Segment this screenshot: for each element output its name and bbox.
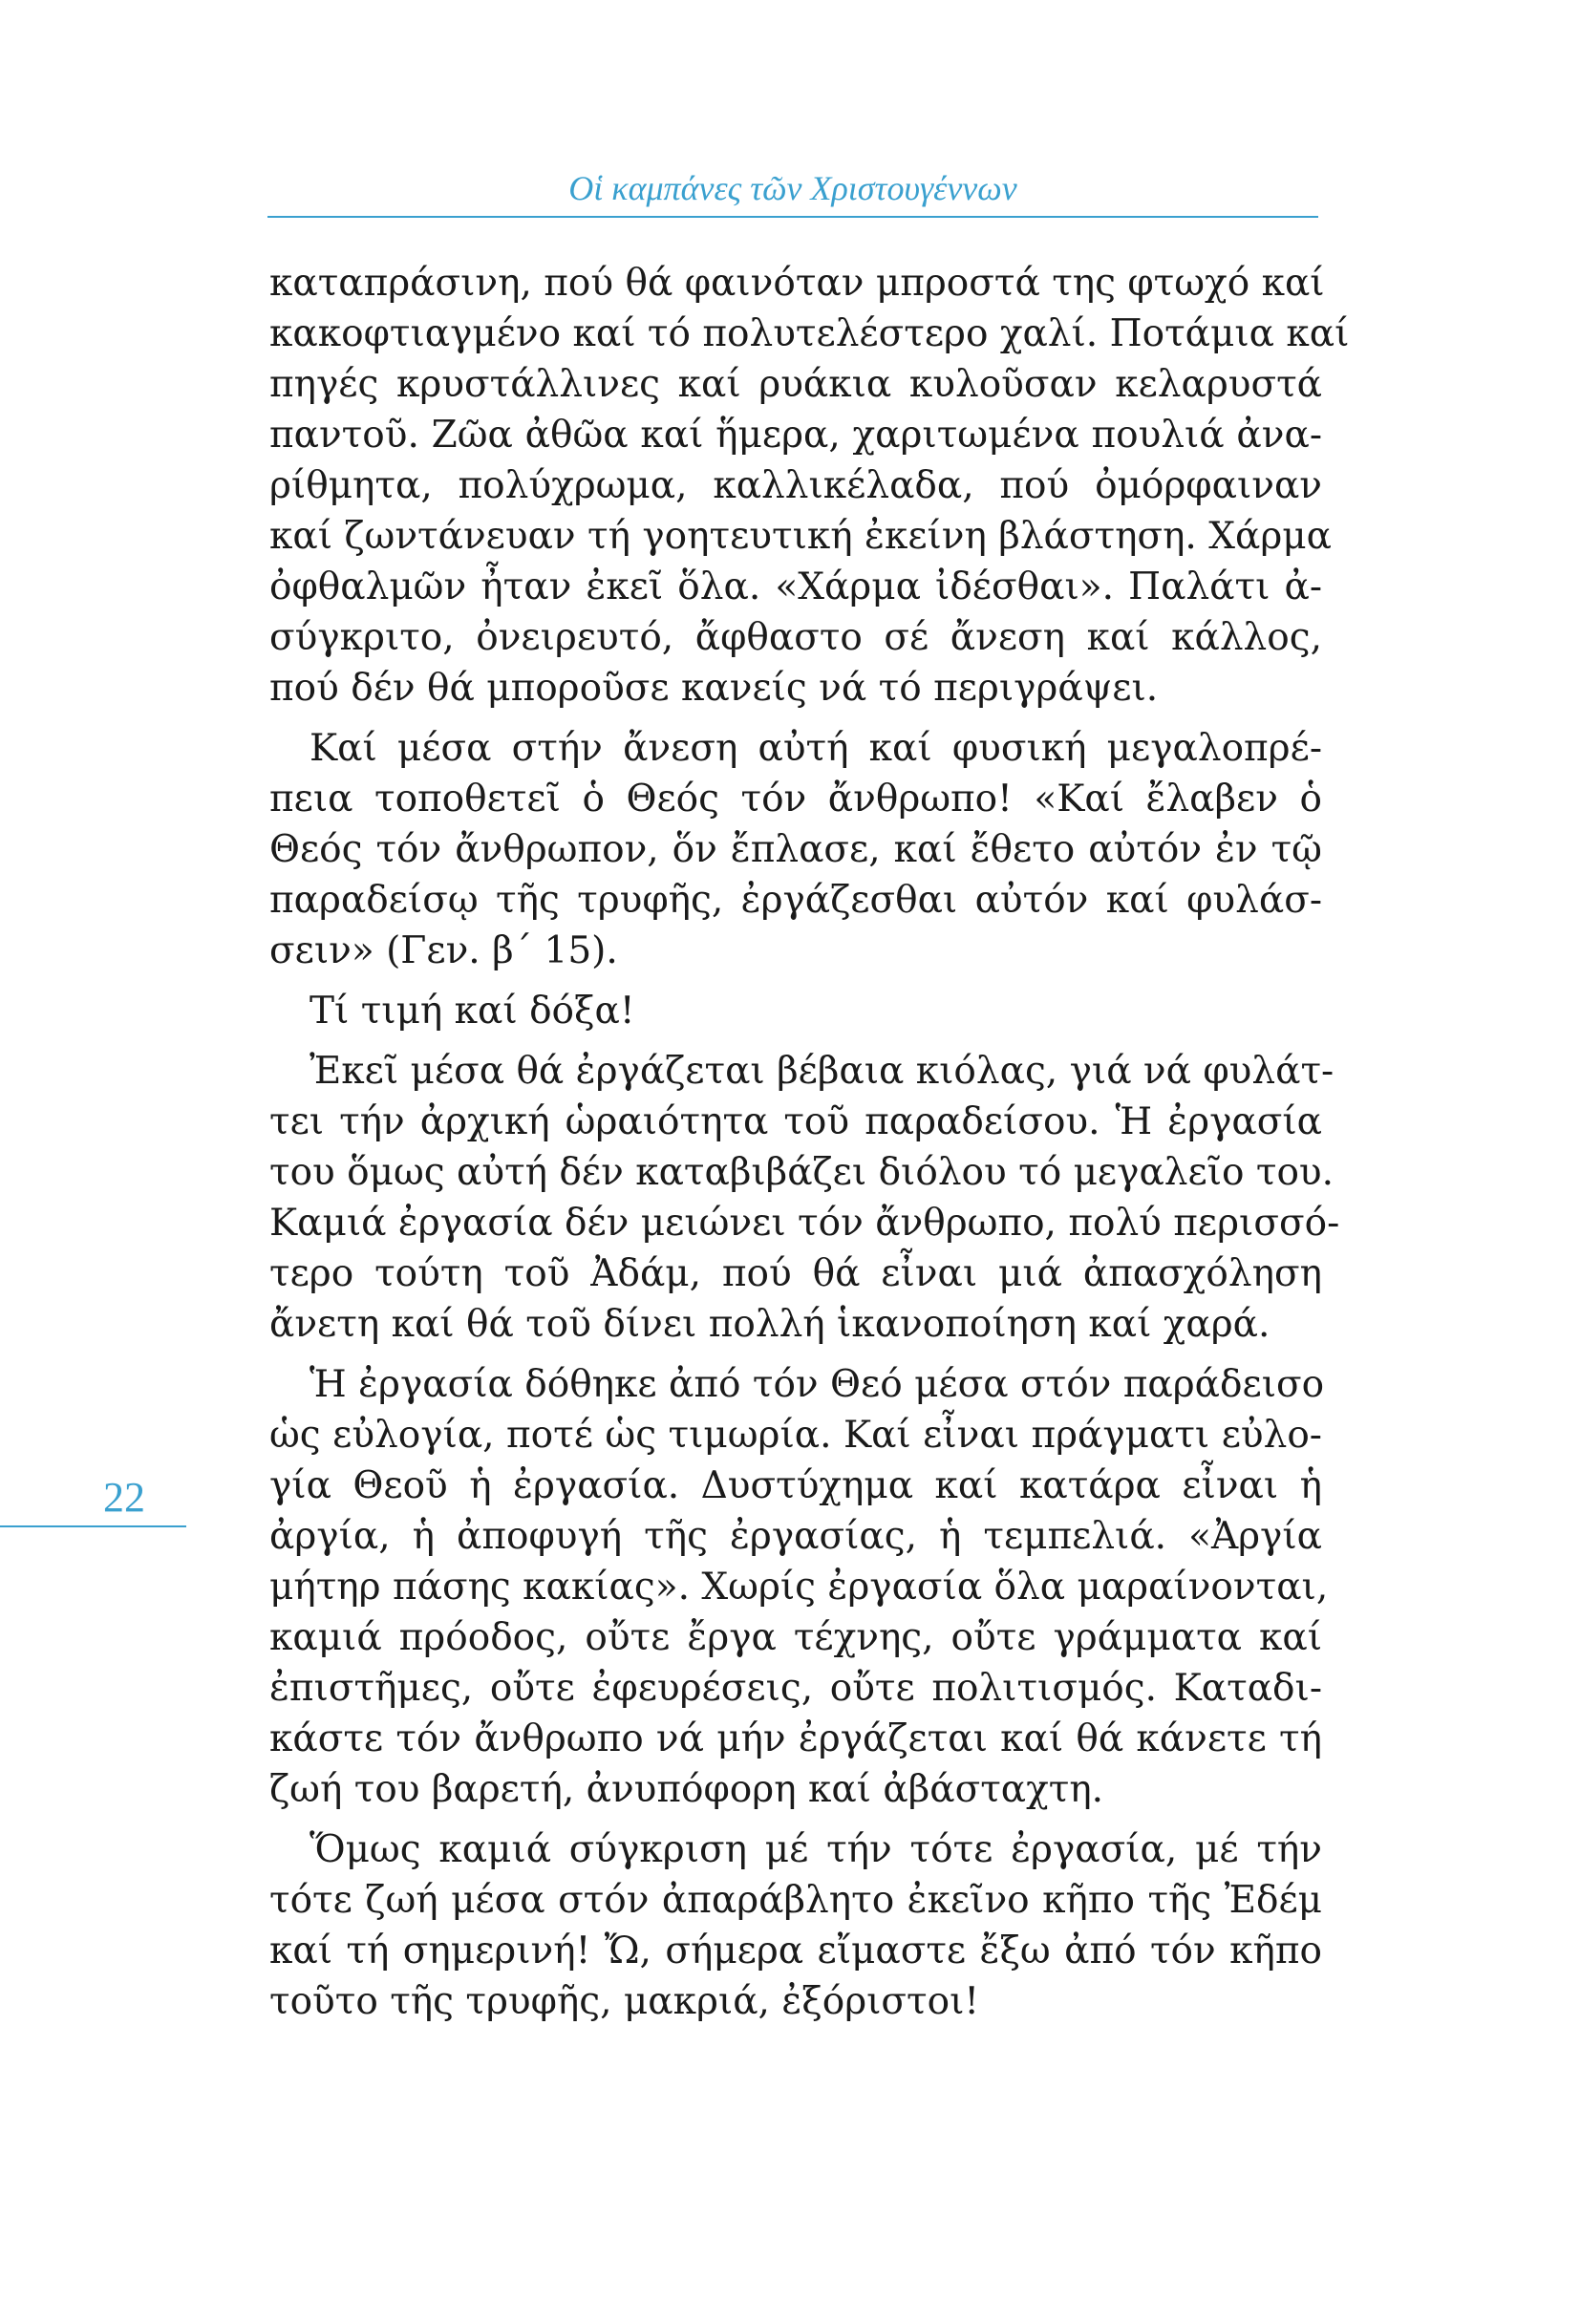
page-number-rule — [0, 1525, 186, 1527]
text-line: Καί μέσα στήν ἄνεση αὐτή καί φυσική μεγαλοπρέ- — [310, 727, 1322, 770]
text-line: παραδείσῳ τῆς τρυφῆς, ἐργάζεσθαι αὐτόν καί φυλάσ- — [269, 879, 1322, 922]
body-text — [269, 258, 1350, 2027]
text-line: πού δέν θά μποροῦσε κανείς νά τό περιγράψει. — [269, 667, 1159, 710]
text-line: Θεός τόν ἄνθρωπον, ὅν ἔπλασε, καί ἔθετο αὐτόν ἐν τῷ — [269, 828, 1322, 871]
text-line: καμιά πρόοδος, οὔτε ἔργα τέχνης, οὔτε γράμματα καί — [269, 1616, 1322, 1659]
text-line: ρίθμητα, πολύχρωμα, καλλικέλαδα, πού ὀμόρφαιναν — [269, 464, 1322, 507]
text-line: παντοῦ. Ζῶα ἀθῶα καί ἥμερα, χαριτωμένα πουλιά ἀνα- — [269, 414, 1322, 457]
text-line: τοῦτο τῆς τρυφῆς, μακριά, ἐξόριστοι! — [269, 1980, 980, 2023]
text-line: πεια τοποθετεῖ ὁ Θεός τόν ἄνθρωπο! «Καί ἔλαβεν ὁ — [269, 778, 1322, 821]
paragraph-gap — [269, 976, 1322, 986]
paragraph — [269, 1046, 1340, 1350]
text-line: γία Θεοῦ ἡ ἐργασία. Δυστύχημα καί κατάρα εἶναι ἡ — [269, 1464, 1322, 1507]
text-line: κάστε τόν ἄνθρωπο νά μήν ἐργάζεται καί θά κάνετε τή — [269, 1717, 1322, 1760]
text-line: ἀργία, ἡ ἀποφυγή τῆς ἐργασίας, ἡ τεμπελιά. «Ἀργία — [269, 1515, 1322, 1558]
text-line: Ὅμως καμιά σύγκριση μέ τήν τότε ἐργασία, μέ τήν — [310, 1828, 1322, 1871]
text-line: του ὅμως αὐτή δέν καταβιβάζει διόλου τό μεγαλεῖο του. — [269, 1151, 1334, 1194]
running-head: Οἱ καμπάνες τῶν Χριστουγέννων — [568, 169, 1017, 207]
text-line: κακοφτιαγμένο καί τό πολυτελέστερο χαλί. Ποτάμια καί — [269, 312, 1350, 355]
text-line: σειν» (Γεν. β΄ 15). — [269, 929, 618, 972]
paragraph — [269, 723, 1322, 976]
text-line: τότε ζωή μέσα στόν ἀπαράβλητο ἐκεῖνο κῆπο τῆς Ἐδέμ — [269, 1879, 1322, 1922]
paragraph — [269, 1359, 1329, 1815]
text-line: καί ζωντάνευαν τή γοητευτική ἐκείνη βλάστηση. Χάρμα — [269, 515, 1332, 558]
paragraph-gap — [269, 1350, 1322, 1359]
text-line: ἄνετη καί θά τοῦ δίνει πολλή ἱκανοποίηση καί χαρά. — [269, 1303, 1270, 1346]
text-line: ὡς εὐλογία, ποτέ ὡς τιμωρία. Καί εἶναι πράγματι εὐλο- — [269, 1414, 1322, 1457]
text-line: ἐπιστῆμες, οὔτε ἐφευρέσεις, οὔτε πολιτισμός. Καταδι- — [269, 1667, 1322, 1710]
text-line: καί τή σημερινή! Ὤ, σήμερα εἴμαστε ἔξω ἀπό τόν κῆπο — [269, 1930, 1322, 1972]
text-line: Τί τιμή καί δόξα! — [310, 990, 635, 1033]
text-line: μήτηρ πάσης κακίας». Χωρίς ἐργασία ὅλα μαραίνονται, — [269, 1566, 1329, 1609]
text-line: Καμιά ἐργασία δέν μειώνει τόν ἄνθρωπο, πολύ περισσό- — [269, 1202, 1340, 1245]
paragraph — [269, 986, 1322, 1036]
text-line: ζωή του βαρετή, ἀνυπόφορη καί ἀβάσταχτη. — [269, 1768, 1104, 1811]
text-line: Ἐκεῖ μέσα θά ἐργάζεται βέβαια κιόλας, γιά νά φυλάτ- — [310, 1050, 1334, 1093]
paragraph-gap — [269, 1815, 1322, 1824]
paragraph-gap — [269, 714, 1322, 723]
page-number: 22 — [103, 1474, 145, 1521]
paragraph — [269, 258, 1350, 714]
text-line: ὀφθαλμῶν ἦταν ἐκεῖ ὅλα. «Χάρμα ἰδέσθαι». Παλάτι ἀ- — [269, 565, 1322, 608]
text-line: τει τήν ἀρχική ὡραιότητα τοῦ παραδείσου. Ἡ ἐργασία — [269, 1100, 1322, 1143]
text-line: Ἡ ἐργασία δόθηκε ἀπό τόν Θεό μέσα στόν παράδεισο — [310, 1363, 1325, 1406]
text-line: πηγές κρυστάλλινες καί ρυάκια κυλοῦσαν κελαρυστά — [269, 363, 1322, 406]
paragraph-gap — [269, 1036, 1322, 1046]
text-line: καταπράσινη, πού θά φαινόταν μπροστά της φτωχό καί — [269, 262, 1325, 305]
text-line: τερο τούτη τοῦ Ἀδάμ, πού θά εἶναι μιά ἀπασχόληση — [269, 1252, 1322, 1295]
text-line: σύγκριτο, ὀνειρευτό, ἄφθαστο σέ ἄνεση καί κάλλος, — [269, 616, 1322, 659]
running-head-rule — [267, 216, 1318, 218]
paragraph — [269, 1824, 1322, 2027]
